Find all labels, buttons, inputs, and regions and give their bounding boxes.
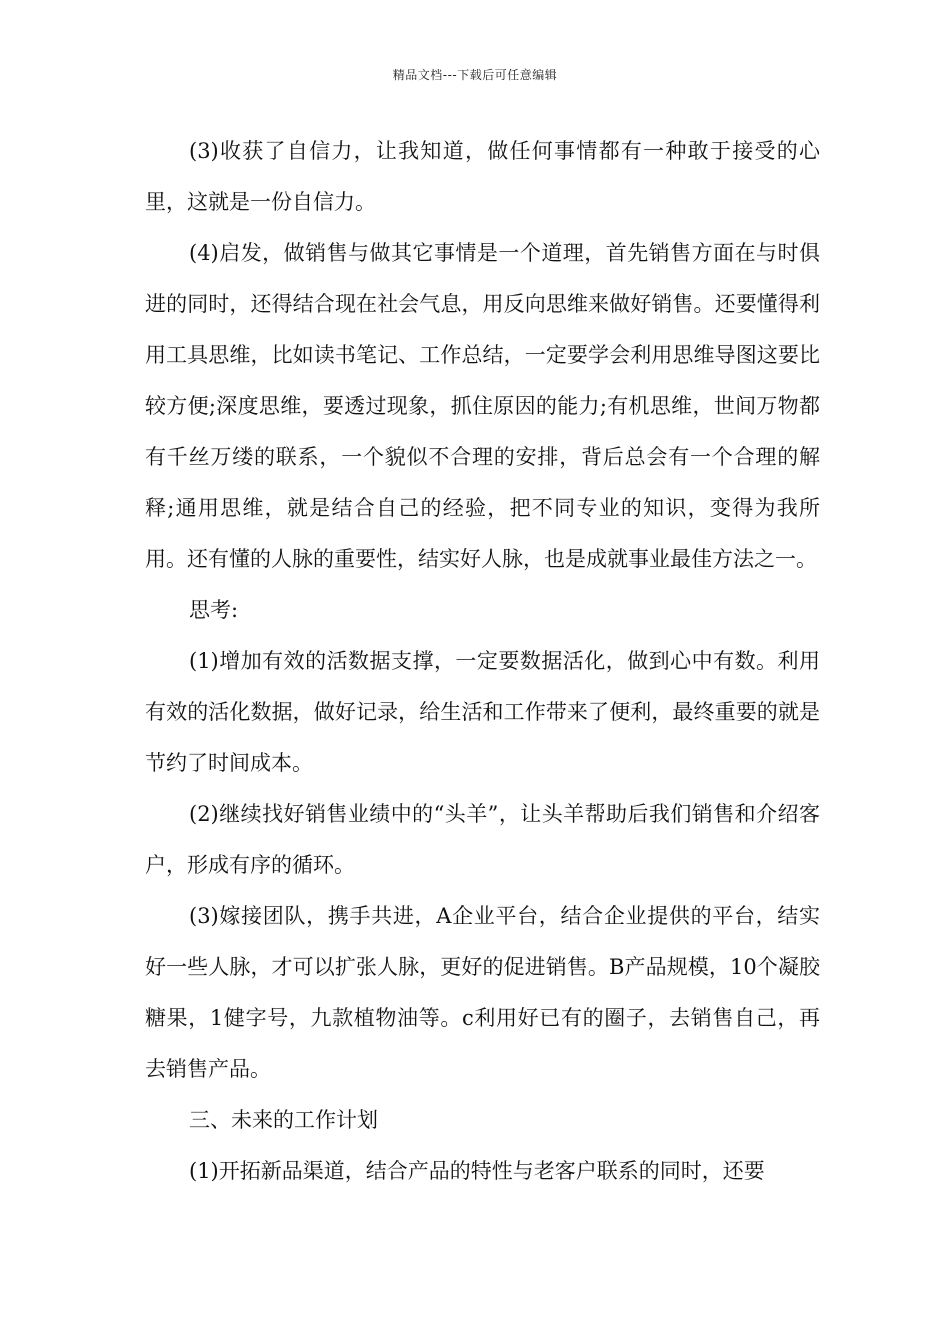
paragraph-data-support: (1)增加有效的活数据支撑，一定要数据活化，做到心中有数。利用有效的活化数据，做好记录，给生活和工作带来了便利，最终重要的就是节约了时间成本。 xyxy=(145,649,820,775)
section-heading-future-plan: 三、未来的工作计划 xyxy=(189,1108,378,1132)
paragraph-confidence: (3)收获了自信力，让我知道，做任何事情都有一种敢于接受的心里，这就是一份自信力。 xyxy=(145,139,820,214)
paragraph-team-grafting: (3)嫁接团队，携手共进，A企业平台，结合企业提供的平台，结实好一些人脉，才可以扩张人脉，更好的促进销售。B产品规模，10个凝胶糖果，1健字号，九款植物油等。c利用好已有的圈子，去销售自己，再去销售产品。 xyxy=(145,904,820,1081)
paragraph-thinking-heading: 思考: xyxy=(189,598,239,622)
paragraph-inspiration: (4)启发，做销售与做其它事情是一个道理，首先销售方面在与时俱进的同时，还得结合现在社会气息，用反向思维来做好销售。还要懂得利用工具思维，比如读书笔记、工作总结，一定要学会利用思维导图这要比较方便;深度思维，要透过现象，抓住原因的能力;有机思维，世间万物都有千丝万缕的联系，一个貌似不合理的安排，背后总会有一个合理的解释;通用思维，就是结合自己的经验，把不同专业的知识，变得为我所用。还有懂的人脉的重要性，结实好人脉，也是成就事业最佳方法之一。 xyxy=(145,241,820,571)
page-header: 精品文档---下载后可任意编辑 xyxy=(392,68,558,82)
paragraph-lead-sheep: (2)继续找好销售业绩中的“头羊”，让头羊帮助后我们销售和介绍客户，形成有序的循环。 xyxy=(145,802,820,877)
paragraph-new-channels: (1)开拓新品渠道，结合产品的特性与老客户联系的同时，还要 xyxy=(189,1159,765,1183)
document-body xyxy=(145,126,820,1197)
